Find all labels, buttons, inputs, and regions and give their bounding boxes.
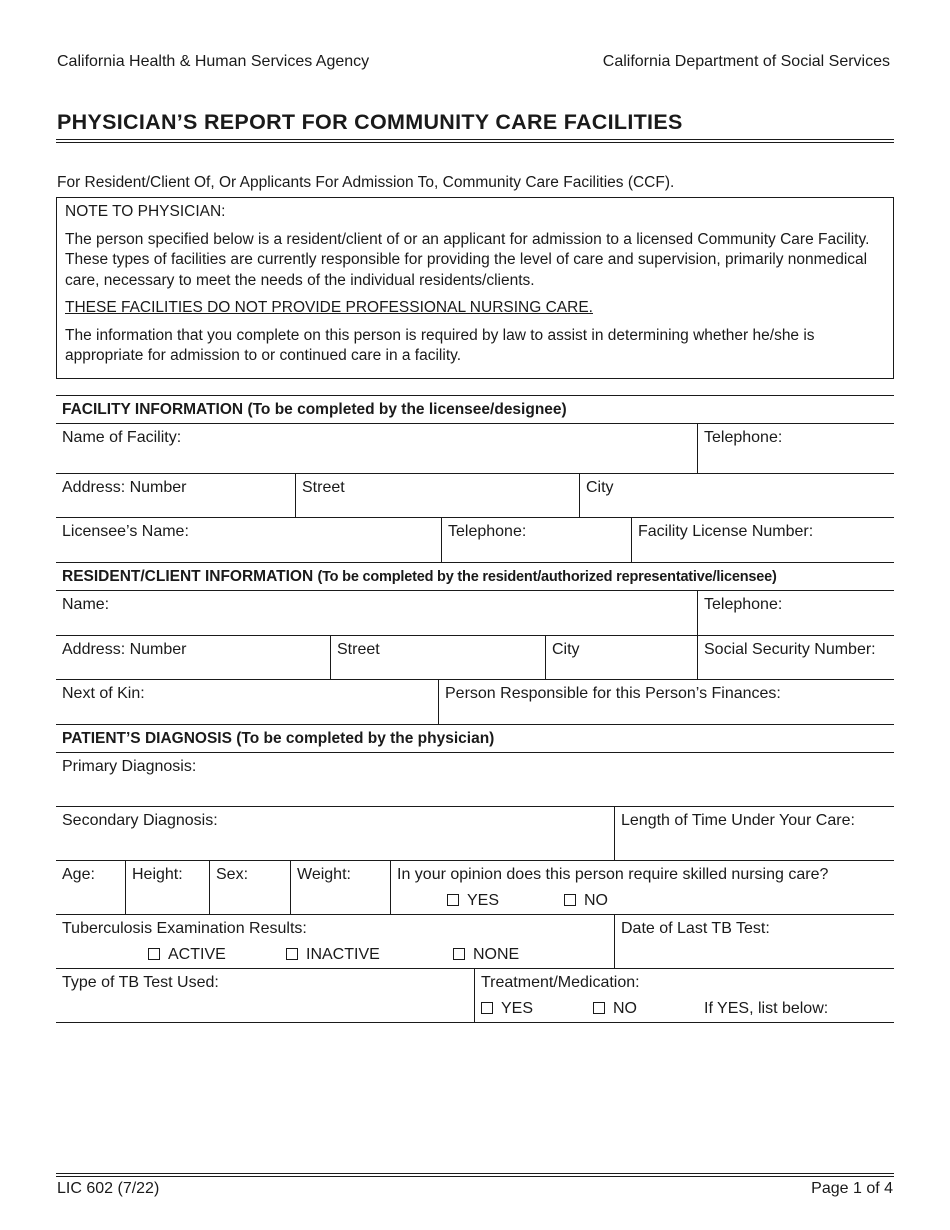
primary-diagnosis-field[interactable] xyxy=(56,753,894,806)
diagnosis-heading: PATIENT’S DIAGNOSIS xyxy=(62,730,232,747)
tb-date-label: Date of Last TB Test: xyxy=(621,920,770,937)
diagnosis-row-3 xyxy=(56,861,894,915)
facility-row-2 xyxy=(56,474,894,518)
page-number: Page 1 of 4 xyxy=(811,1180,893,1197)
tb-none-label: NONE xyxy=(473,946,520,963)
skilled-nursing-question: In your opinion does this person require skilled nursing care? xyxy=(397,866,829,883)
note-heading: NOTE TO PHYSICIAN: xyxy=(65,203,226,220)
tb-active-checkbox[interactable] xyxy=(148,948,160,960)
facility-city-field[interactable] xyxy=(579,474,894,517)
resident-row-1 xyxy=(56,591,894,636)
facility-name-label: Name of Facility: xyxy=(62,429,182,446)
resident-name-field[interactable] xyxy=(56,591,697,635)
form-id: LIC 602 (7/22) xyxy=(57,1180,160,1197)
note-paragraph-1: The person specified below is a resident/client of or an applicant for admission to a licensed Community Care Facility. These types of facilities are currently responsible for providing the level of care and supervision, primarily nonmedical care, necessary to meet the needs of the individual residents/clients. xyxy=(65,230,870,289)
list-below-note: If YES, list below: xyxy=(704,1000,829,1017)
agency-name: California Health & Human Services Agency xyxy=(57,53,370,70)
facility-row-1 xyxy=(56,424,894,474)
tb-test-type-label: Type of TB Test Used: xyxy=(62,974,219,991)
diagnosis-row-1 xyxy=(56,753,894,807)
resident-street-label: Street xyxy=(337,641,380,658)
resident-telephone-field[interactable] xyxy=(697,591,894,635)
footer-divider xyxy=(56,1173,894,1177)
length-of-care-field[interactable] xyxy=(614,807,894,860)
tb-active-label: ACTIVE xyxy=(168,946,226,963)
resident-telephone-label: Telephone: xyxy=(704,596,783,613)
tb-inactive-label: INACTIVE xyxy=(306,946,380,963)
resident-section-header xyxy=(56,563,894,591)
height-field[interactable] xyxy=(125,861,209,914)
treatment-field xyxy=(474,969,894,1022)
licensee-name-field[interactable] xyxy=(56,518,441,562)
tb-date-field[interactable] xyxy=(614,915,894,968)
height-label: Height: xyxy=(132,866,183,883)
tb-none-option[interactable] xyxy=(453,945,519,965)
tb-none-checkbox[interactable] xyxy=(453,948,465,960)
treatment-yes-option[interactable] xyxy=(481,999,533,1019)
finances-person-label: Person Responsible for this Person’s Finances: xyxy=(445,685,781,702)
facility-street-label: Street xyxy=(302,479,345,496)
tb-results-field xyxy=(56,915,614,968)
page-title: PHYSICIAN’S REPORT FOR COMMUNITY CARE FACILITIES xyxy=(57,110,683,134)
treatment-label: Treatment/Medication: xyxy=(481,974,640,991)
facility-name-field[interactable] xyxy=(56,424,697,473)
weight-label: Weight: xyxy=(297,866,351,883)
resident-ssn-label: Social Security Number: xyxy=(704,641,876,658)
note-paragraph-2: THESE FACILITIES DO NOT PROVIDE PROFESSIONAL NURSING CARE. xyxy=(65,299,593,316)
facility-city-label: City xyxy=(586,479,614,496)
next-of-kin-field[interactable] xyxy=(56,680,438,724)
resident-address-number-label: Address: Number xyxy=(62,641,187,658)
resident-row-2 xyxy=(56,636,894,680)
diagnosis-row-4 xyxy=(56,915,894,969)
weight-field[interactable] xyxy=(290,861,390,914)
diagnosis-heading-sub: (To be completed by the physician) xyxy=(236,730,495,747)
department-name: California Department of Social Services xyxy=(602,53,890,70)
tb-active-option[interactable] xyxy=(148,945,226,965)
tb-test-type-field[interactable] xyxy=(56,969,474,1022)
resident-row-3 xyxy=(56,680,894,725)
tb-inactive-checkbox[interactable] xyxy=(286,948,298,960)
sex-field[interactable] xyxy=(209,861,290,914)
diagnosis-section-header xyxy=(56,725,894,753)
diagnosis-row-5 xyxy=(56,969,894,1023)
nursing-no-label: NO xyxy=(584,892,608,909)
age-label: Age: xyxy=(62,866,95,883)
age-field[interactable] xyxy=(56,861,125,914)
treatment-yes-checkbox[interactable] xyxy=(481,1002,493,1014)
resident-city-label: City xyxy=(552,641,580,658)
facility-row-3 xyxy=(56,518,894,563)
nursing-no-option[interactable] xyxy=(564,891,608,911)
treatment-no-label: NO xyxy=(613,1000,637,1017)
facility-section-header xyxy=(56,396,894,424)
facility-license-number-label: Facility License Number: xyxy=(638,523,814,540)
treatment-no-option[interactable] xyxy=(593,999,637,1019)
tb-results-label: Tuberculosis Examination Results: xyxy=(62,920,307,937)
nursing-yes-label: YES xyxy=(467,892,500,909)
facility-heading-sub: (To be completed by the licensee/designee) xyxy=(247,401,567,418)
resident-heading-sub: (To be completed by the resident/authorized representative/licensee) xyxy=(317,569,777,585)
nursing-no-checkbox[interactable] xyxy=(564,894,576,906)
nursing-yes-checkbox[interactable] xyxy=(447,894,459,906)
resident-name-label: Name: xyxy=(62,596,110,613)
treatment-yes-label: YES xyxy=(501,1000,534,1017)
resident-address-number-field[interactable] xyxy=(56,636,330,679)
length-of-care-label: Length of Time Under Your Care: xyxy=(621,812,855,829)
facility-address-number-label: Address: Number xyxy=(62,479,187,496)
resident-ssn-field[interactable] xyxy=(697,636,894,679)
title-divider xyxy=(56,139,894,143)
facility-telephone-label: Telephone: xyxy=(704,429,783,446)
form-grid xyxy=(56,395,894,1023)
sex-label: Sex: xyxy=(216,866,249,883)
facility-street-field[interactable] xyxy=(295,474,579,517)
facility-telephone-field[interactable] xyxy=(697,424,894,473)
intro-text: For Resident/Client Of, Or Applicants For Admission To, Community Care Facilities (CCF). xyxy=(57,174,675,191)
licensee-name-label: Licensee’s Name: xyxy=(62,523,189,540)
primary-diagnosis-label: Primary Diagnosis: xyxy=(62,758,197,775)
resident-city-field[interactable] xyxy=(545,636,697,679)
skilled-nursing-field xyxy=(390,861,894,914)
secondary-diagnosis-field[interactable] xyxy=(56,807,614,860)
resident-street-field[interactable] xyxy=(330,636,545,679)
nursing-yes-option[interactable] xyxy=(447,891,499,911)
secondary-diagnosis-label: Secondary Diagnosis: xyxy=(62,812,218,829)
tb-inactive-option[interactable] xyxy=(286,945,380,965)
resident-heading: RESIDENT/CLIENT INFORMATION xyxy=(62,568,314,585)
note-to-physician-box xyxy=(56,197,894,379)
finances-person-field[interactable] xyxy=(438,680,894,724)
next-of-kin-label: Next of Kin: xyxy=(62,685,145,702)
licensee-telephone-field[interactable] xyxy=(441,518,631,562)
diagnosis-row-2 xyxy=(56,807,894,861)
treatment-no-checkbox[interactable] xyxy=(593,1002,605,1014)
facility-heading: FACILITY INFORMATION xyxy=(62,401,244,418)
licensee-telephone-label: Telephone: xyxy=(448,523,527,540)
facility-address-number-field[interactable] xyxy=(56,474,295,517)
note-paragraph-3: The information that you complete on this person is required by law to assist in determining whether he/she is appropriate for admission to or continued care in a facility. xyxy=(65,326,815,364)
facility-license-number-field[interactable] xyxy=(631,518,894,562)
